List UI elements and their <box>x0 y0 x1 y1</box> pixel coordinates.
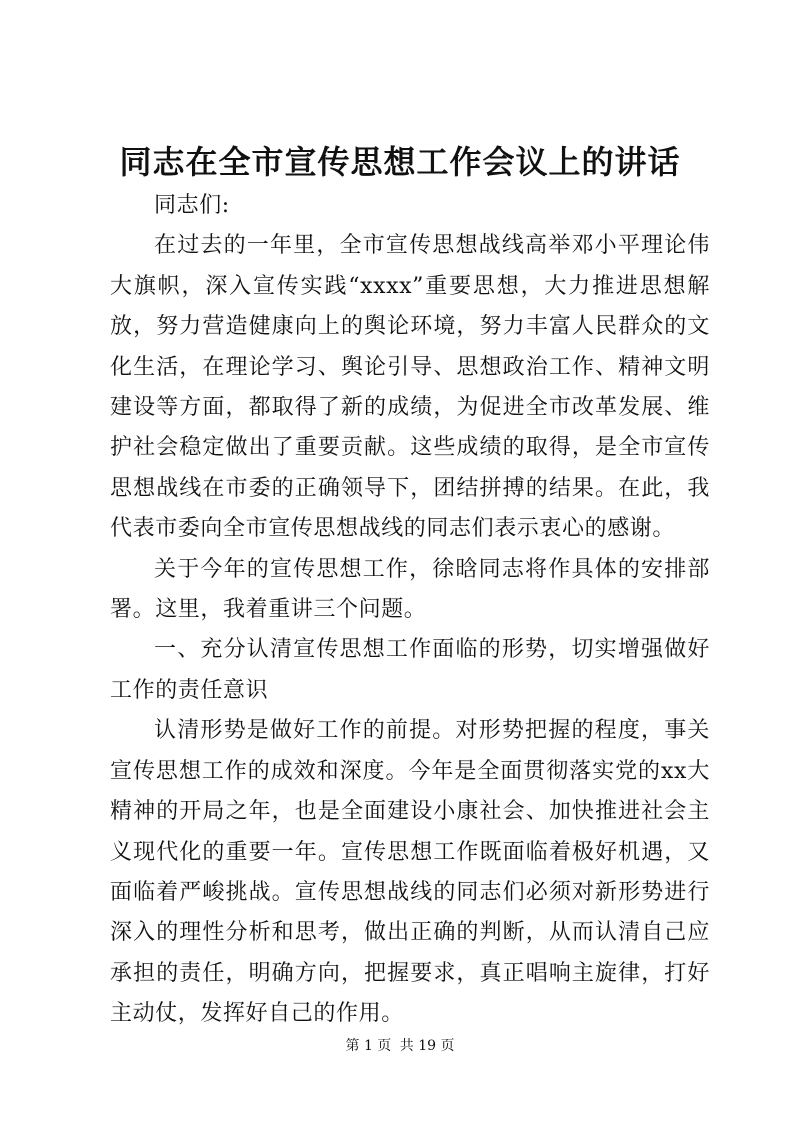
salutation-paragraph: 同志们: <box>154 193 230 218</box>
page-number: 第 1 页 <box>345 1038 392 1054</box>
section-heading: 一、充分认清宣传思想工作面临的形势，切实增强做好工作的责任意识 <box>110 637 710 703</box>
body-paragraph: 关于今年的宣传思想工作，徐晗同志将作具体的安排部署。这里，我着重讲三个问题。 <box>110 556 710 623</box>
total-pages: 共 19 页 <box>399 1038 455 1054</box>
document-body <box>110 186 710 1035</box>
document-title: 同志在全市宣传思想工作会议上的讲话 <box>119 143 681 181</box>
page-footer <box>0 1036 800 1056</box>
body-paragraph: 在过去的一年里，全市宣传思想战线高举邓小平理论伟大旗帜，深入宣传实践“xxxx”重要思想，大力推进思想解放，努力营造健康向上的舆论环境，努力丰富人民群众的文化生活，在理论学习、舆论引导、思想政治工作、精神文明建设等方面，都取得了新的成绩，为促进全市改革发展、维护社会稳定做出了重要贡献。这些成绩的取得，是全市宣传思想战线在市委的正确领导下，团结拼搏的结果。在此，我代表市委向全市宣传思想战线的同志们表示衷心的感谢。 <box>110 233 710 542</box>
body-paragraph: 认清形势是做好工作的前提。对形势把握的程度，事关宣传思想工作的成效和深度。今年是全面贯彻落实党的xx大精神的开局之年，也是全面建设小康社会、加快推进社会主义现代化的重要一年。宣传思想工作既面临着极好机遇，又面临着严峻挑战。宣传思想战线的同志们必须对新形势进行深入的理性分析和思考，做出正确的判断，从而认清自己应承担的责任，明确方向，把握要求，真正唱响主旋律，打好主动仗，发挥好自己的作用。 <box>110 718 710 1027</box>
